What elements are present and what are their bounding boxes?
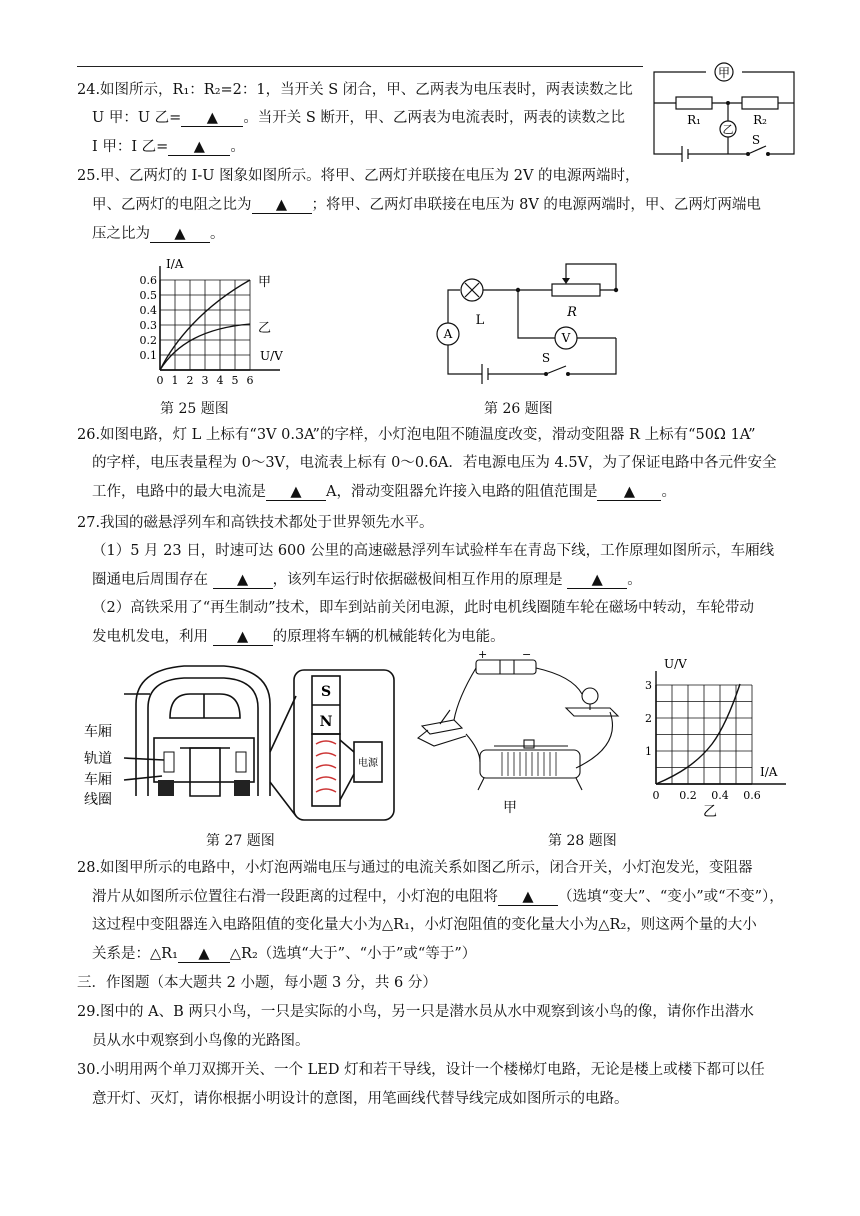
rheostat-label: R xyxy=(567,305,577,320)
series-jia-label: 甲 xyxy=(258,275,272,290)
x-tick-label: 6 xyxy=(246,374,254,387)
y-axis-label: I/A xyxy=(166,257,184,271)
q29-line2: 员从水中观察到小鸟像的光路图。 xyxy=(92,1033,310,1049)
caption-27: 第 27 题图 xyxy=(206,833,275,849)
x-tick-label: 0 xyxy=(156,374,164,387)
y-tick-label: 0.3 xyxy=(139,319,157,332)
q24-line1: 24.如图所示，R₁：R₂=2：1，当开关 S 闭合，甲、乙两表为电压表时，两表读数之比 xyxy=(77,82,633,98)
answer-blank[interactable]: ▲ xyxy=(181,110,243,127)
q28-line2: 滑片从如图所示位置往右滑一段距离的过程中，小灯泡的电阻将 ▲ （选填“变大”、“变小”或“不变”）， xyxy=(92,889,784,905)
meter-yi-label: 乙 xyxy=(722,123,734,136)
label-coil2: 线圈 xyxy=(84,792,112,808)
switch-label: S xyxy=(541,351,551,365)
label-track: 轨道 xyxy=(84,751,112,767)
answer-blank[interactable]: ▲ xyxy=(252,197,312,214)
q28-line4: 关系是：△R₁ ▲ △R₂（选填“大于”、“小于”或“等于”） xyxy=(92,946,477,962)
q27-line2: （1）5 月 23 日，时速可达 600 公里的高速磁悬浮列车试验样车在青岛下线，工作原理如图所示，车厢线 xyxy=(92,543,775,559)
label-yi: 乙 xyxy=(703,804,717,820)
q25-line3: 压之比为 ▲ 。 xyxy=(92,226,225,242)
x-tick-label: 0.4 xyxy=(711,789,729,802)
answer-blank[interactable]: ▲ xyxy=(213,629,273,646)
answer-blank[interactable]: ▲ xyxy=(150,226,210,243)
series-yi-label: 乙 xyxy=(258,321,272,336)
label-s: S xyxy=(320,684,332,700)
r2-label: R₂ xyxy=(753,113,767,127)
q26-circuit-diagram xyxy=(428,256,638,386)
plus-sign: + xyxy=(478,650,488,661)
caption-28: 第 28 题图 xyxy=(548,833,617,849)
x-tick-label: 0.6 xyxy=(743,789,761,802)
x-tick-label: 2 xyxy=(186,374,194,387)
x-tick-label: 0 xyxy=(652,789,660,802)
q24-circuit-diagram xyxy=(648,58,800,162)
answer-blank[interactable]: ▲ xyxy=(567,572,627,589)
answer-blank[interactable]: ▲ xyxy=(498,889,558,906)
y-axis-label: U/V xyxy=(664,657,687,671)
answer-blank[interactable]: ▲ xyxy=(266,484,326,501)
q28-ui-chart xyxy=(640,654,790,824)
q29-line1: 29.图中的 A、B 两只小鸟，一只是实际的小鸟，另一只是潜水员从水中观察到该小鸟的像，请你作出潜水 xyxy=(77,1004,754,1020)
answer-blank[interactable]: ▲ xyxy=(597,484,661,501)
y-tick-label: 0.1 xyxy=(139,349,157,362)
q30-line2: 意开灯、灭灯，请你根据小明设计的意图，用笔画线代替导线完成如图所示的电路。 xyxy=(92,1091,629,1107)
answer-blank[interactable]: ▲ xyxy=(213,572,273,589)
y-tick-label: 0.5 xyxy=(139,289,157,302)
curve-lamp xyxy=(656,684,740,784)
q28-apparatus-diagram xyxy=(414,650,630,820)
q27-line3: 圈通电后周围存在 ▲ ，该列车运行时依据磁极间相互作用的原理是 ▲ 。 xyxy=(92,572,642,588)
q27-line5: 发电机发电，利用 ▲ 的原理将车辆的机械能转化为电能。 xyxy=(92,629,505,645)
r1-label: R₁ xyxy=(687,113,701,127)
q28-line3: 这过程中变阻器连入电路阻值的变化量大小为△R₁，小灯泡阻值的变化量大小为△R₂，则这两个量的大小 xyxy=(92,917,757,933)
x-tick-label: 0.2 xyxy=(679,789,697,802)
q26-line2: 的字样，电压表量程为 0～3V，电流表上标有 0～0.6A．若电源电压为 4.5V，为了保证电路中各元件安全 xyxy=(92,455,777,471)
q30-line1: 30.小明用两个单刀双掷开关、一个 LED 灯和若干导线，设计一个楼梯灯电路，无论是楼上或楼下都可以任 xyxy=(77,1062,765,1078)
x-axis-label: U/V xyxy=(260,349,283,363)
voltmeter-label: V xyxy=(561,331,571,345)
q26-line3: 工作，电路中的最大电流是 ▲ A，滑动变阻器允许接入电路的阻值范围是 ▲ 。 xyxy=(92,484,676,500)
section-heading: 三．作图题（本大题共 2 小题，每小题 3 分，共 6 分） xyxy=(77,975,437,991)
y-tick-label: 0.2 xyxy=(139,334,157,347)
top-rule xyxy=(77,66,643,67)
y-tick-label: 0.6 xyxy=(139,274,157,287)
x-axis-label: I/A xyxy=(760,765,778,779)
q28-line1: 28.如图甲所示的电路中，小灯泡两端电压与通过的电流关系如图乙所示，闭合开关，小灯泡发光，变阻器 xyxy=(77,860,753,876)
q25-line1: 25.甲、乙两灯的 I-U 图象如图所示。将甲、乙两灯并联接在电压为 2V 的电源两端时， xyxy=(77,168,640,184)
q24-line3: I 甲：I 乙= ▲ 。 xyxy=(92,139,245,155)
switch-label: S xyxy=(751,133,761,147)
q25-line2: 甲、乙两灯的电阻之比为 ▲ ；将甲、乙两灯串联接在电压为 8V 的电源两端时，甲、乙两灯两端电 xyxy=(92,197,761,213)
x-tick-label: 1 xyxy=(171,374,179,387)
x-tick-label: 5 xyxy=(231,374,239,387)
minus-sign: − xyxy=(522,650,532,661)
x-tick-label: 4 xyxy=(216,374,224,387)
y-tick-label: 3 xyxy=(645,679,652,692)
q26-line1: 26.如图电路，灯 L 上标有“3V 0.3A”的字样，小灯泡电阻不随温度改变，滑动变阻器 R 上标有“50Ω 1A” xyxy=(77,427,756,443)
x-tick-label: 3 xyxy=(201,374,209,387)
q25-iu-chart xyxy=(132,252,302,392)
lamp-label: L xyxy=(475,313,485,328)
meter-jia-label: 甲 xyxy=(717,66,731,80)
ammeter-label: A xyxy=(443,327,453,341)
label-carriage: 车厢 xyxy=(84,724,112,740)
q27-line1: 27.我国的磁悬浮列车和高铁技术都处于世界领先水平。 xyxy=(77,515,434,531)
caption-26: 第 26 题图 xyxy=(484,401,553,417)
answer-blank[interactable]: ▲ xyxy=(178,946,230,963)
y-tick-label: 0.4 xyxy=(139,304,157,317)
q27-line4: （2）高铁采用了“再生制动”技术，即车到站前关闭电源，此时电机线圈随车轮在磁场中转动，车轮带动 xyxy=(92,600,755,616)
y-tick-label: 1 xyxy=(645,745,652,758)
q24-line2: U 甲：U 乙= ▲ 。当开关 S 断开，甲、乙两表为电流表时，两表的读数之比 xyxy=(92,110,625,126)
caption-25: 第 25 题图 xyxy=(160,401,229,417)
label-n: N xyxy=(319,714,333,730)
y-tick-label: 2 xyxy=(645,712,652,725)
label-power: 电源 xyxy=(358,758,378,769)
label-jia: 甲 xyxy=(503,800,517,816)
q27-maglev-diagram xyxy=(84,656,400,828)
answer-blank[interactable]: ▲ xyxy=(168,139,230,156)
label-coil1: 车厢 xyxy=(84,772,112,788)
